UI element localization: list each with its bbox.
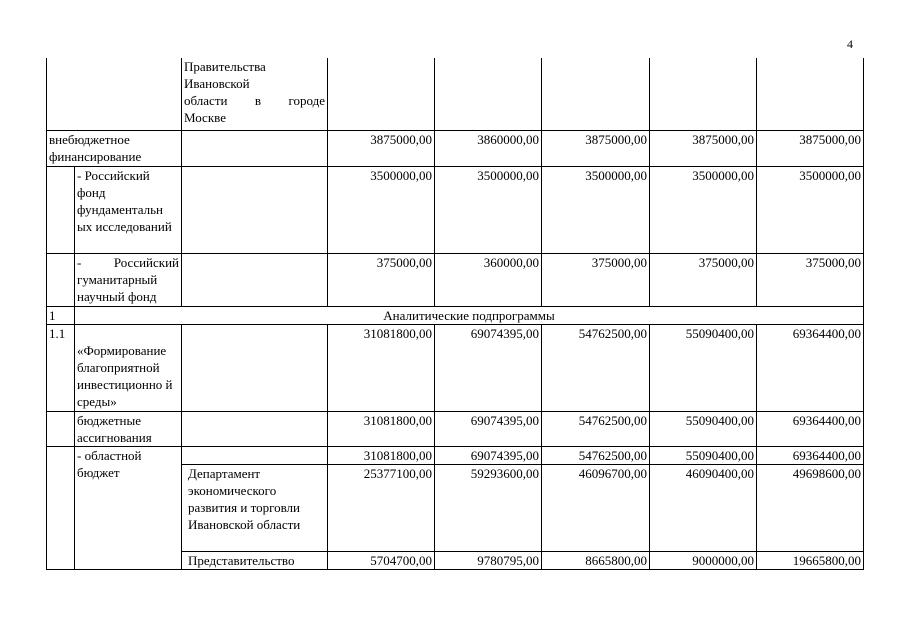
value-cell: 69364400,00 [757,446,864,464]
num-cell [47,446,75,569]
row-label: - Российский фонд фундаментальн ых исследований [75,166,182,253]
row-label: - Российский гуманитарный научный фонд [75,253,182,306]
value-cell: 3875000,00 [328,130,435,166]
value-cell: 69364400,00 [757,324,864,411]
value-cell [757,58,864,130]
value-cell [650,58,757,130]
org-line: Ивановской [184,76,250,91]
value-cell: 3500000,00 [328,166,435,253]
section-row [47,306,864,324]
value-cell: 375000,00 [650,253,757,306]
value-cell: 3875000,00 [757,130,864,166]
table-row [47,411,864,446]
org-cell [182,253,328,306]
section-number: 1 [47,306,75,324]
num-cell [47,166,75,253]
org-cell [182,166,328,253]
value-cell: 54762500,00 [542,324,650,411]
value-cell: 3860000,00 [435,130,542,166]
value-cell: 9780795,00 [435,551,542,569]
value-cell: 25377100,00 [328,464,435,551]
row-label: - областной бюджет [75,446,182,569]
org-cell [182,446,328,464]
value-cell: 360000,00 [435,253,542,306]
value-cell: 69074395,00 [435,324,542,411]
org-cell: Департамент экономического развития и торговли Ивановской области [182,464,328,551]
value-cell: 31081800,00 [328,324,435,411]
value-cell: 375000,00 [542,253,650,306]
num-cell [47,411,75,446]
value-cell: 375000,00 [757,253,864,306]
row-label [75,324,182,411]
budget-table [46,58,864,570]
value-cell: 55090400,00 [650,446,757,464]
value-cell: 54762500,00 [542,411,650,446]
value-cell: 69364400,00 [757,411,864,446]
value-cell: 46096700,00 [542,464,650,551]
table-row [47,446,864,464]
org-word: области [184,93,228,108]
org-line: Москве [184,110,226,125]
table-row [47,130,864,166]
table-row [47,166,864,253]
value-cell: 49698600,00 [757,464,864,551]
value-cell [328,58,435,130]
value-cell: 3500000,00 [542,166,650,253]
subprogram-title: «Формирование благоприятной инвестиционно й среды» [77,342,173,409]
row-label: внебюджетное финансирование [47,130,182,166]
empty-cell [47,58,182,130]
org-word: городе [288,93,325,108]
num-cell [47,253,75,306]
org-cell [182,58,328,130]
value-cell: 3500000,00 [435,166,542,253]
num-cell: 1.1 [47,324,75,411]
value-cell: 3500000,00 [650,166,757,253]
table-row [47,58,864,130]
org-line: Правительства [184,59,266,74]
value-cell: 5704700,00 [328,551,435,569]
org-word: в [254,93,262,108]
value-cell: 59293600,00 [435,464,542,551]
org-cell [182,130,328,166]
value-cell: 9000000,00 [650,551,757,569]
value-cell [542,58,650,130]
value-cell: 3875000,00 [542,130,650,166]
value-cell: 69074395,00 [435,411,542,446]
value-cell [435,58,542,130]
value-cell: 31081800,00 [328,446,435,464]
org-cell: Представительство [182,551,328,569]
row-label: бюджетные ассигнования [75,411,182,446]
page-number: 4 [847,37,853,51]
table-row [47,324,864,411]
value-cell: 55090400,00 [650,324,757,411]
org-cell [182,411,328,446]
value-cell: 8665800,00 [542,551,650,569]
value-cell: 19665800,00 [757,551,864,569]
org-cell [182,324,328,411]
value-cell: 55090400,00 [650,411,757,446]
table-row [47,253,864,306]
value-cell: 46090400,00 [650,464,757,551]
section-title: Аналитические подпрограммы [75,306,864,324]
value-cell: 31081800,00 [328,411,435,446]
value-cell: 3875000,00 [650,130,757,166]
org-line-justified [184,92,325,109]
value-cell: 54762500,00 [542,446,650,464]
value-cell: 3500000,00 [757,166,864,253]
value-cell: 69074395,00 [435,446,542,464]
value-cell: 375000,00 [328,253,435,306]
